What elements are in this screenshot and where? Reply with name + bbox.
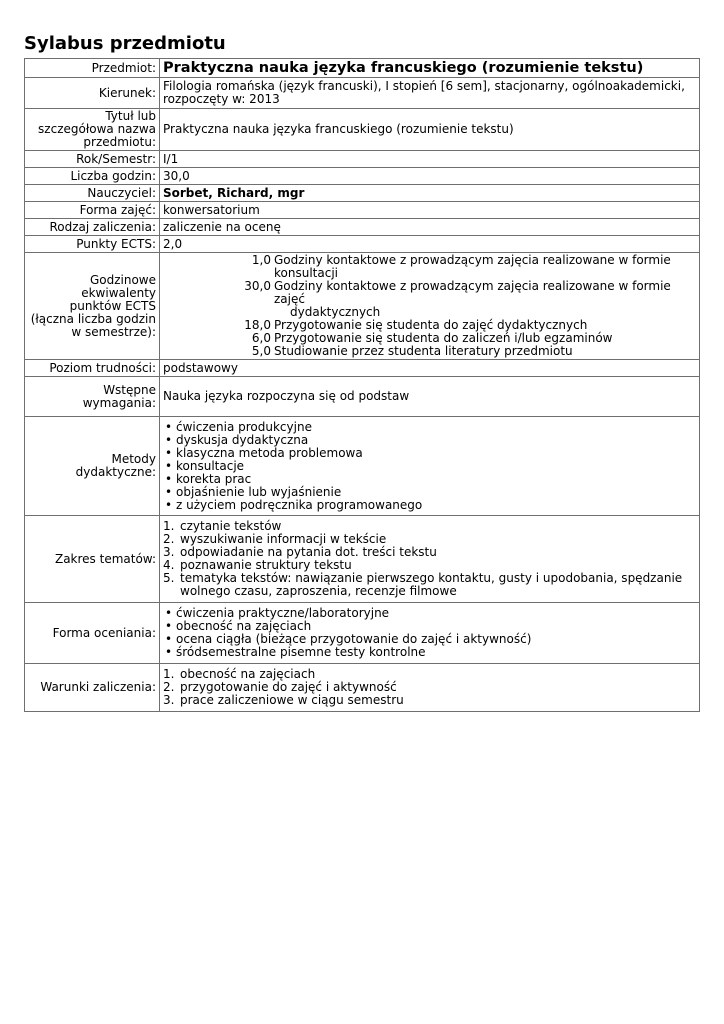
value-wstepne-wymagania: Nauka języka rozpoczyna się od podstaw <box>160 377 700 417</box>
ects-item-text-continuation: dydaktycznych <box>290 305 381 319</box>
ects-item-hours: 5,0 <box>251 344 271 358</box>
ects-item <box>163 254 696 280</box>
list-item <box>163 694 696 707</box>
row-kierunek <box>25 78 700 109</box>
value-forma-zajec: konwersatorium <box>160 202 700 219</box>
value-liczba-godzin: 30,0 <box>160 168 700 185</box>
list-item: • objaśnienie lub wyjaśnienie <box>163 486 696 499</box>
row-rok-semestr <box>25 151 700 168</box>
label-nauczyciel: Nauczyciel: <box>25 185 160 202</box>
label-poziom-trudnosci: Poziom trudności: <box>25 360 160 377</box>
list-item-number: 5. <box>163 571 175 585</box>
ects-item-text: Godziny kontaktowe z prowadzącym zajęcia realizowane w formie konsultacji <box>274 253 671 280</box>
list-item <box>163 572 696 598</box>
label-wstepne-wymagania: Wstępne wymagania: <box>25 377 160 417</box>
numbered-list <box>163 668 696 707</box>
row-nauczyciel <box>25 185 700 202</box>
label-przedmiot: Przedmiot: <box>25 59 160 78</box>
list-item-text: tematyka tekstów: nawiązanie pierwszego kontaktu, gusty i upodobania, spędzanie wolnego czasu, zaproszenia, recenzje filmowe <box>180 571 683 598</box>
ects-item-text: Przygotowanie się studenta do zaliczeń i/lub egzaminów <box>274 331 613 345</box>
list-item: • ćwiczenia produkcyjne <box>163 421 696 434</box>
page-title: Sylabus przedmiotu <box>24 33 226 54</box>
label-rok-semestr: Rok/Semestr: <box>25 151 160 168</box>
label-punkty-ects: Punkty ECTS: <box>25 236 160 253</box>
row-metody-dydaktyczne <box>25 417 700 516</box>
value-przedmiot: Praktyczna nauka języka francuskiego (rozumienie tekstu) <box>160 59 700 78</box>
list-item-text: wyszukiwanie informacji w tekście <box>180 532 387 546</box>
row-punkty-ects <box>25 236 700 253</box>
value-rok-semestr: I/1 <box>160 151 700 168</box>
list-item-number: 2. <box>163 532 175 546</box>
list-item-text: poznawanie struktury tekstu <box>180 558 352 572</box>
row-rodzaj-zaliczenia <box>25 219 700 236</box>
list-item: • obecność na zajęciach <box>163 620 696 633</box>
label-liczba-godzin: Liczba godzin: <box>25 168 160 185</box>
label-rodzaj-zaliczenia: Rodzaj zaliczenia: <box>25 219 160 236</box>
label-tytul: Tytuł lub szczegółowa nazwa przedmiotu: <box>25 109 160 151</box>
list-item-number: 2. <box>163 680 175 694</box>
ects-item-hours: 6,0 <box>251 331 271 345</box>
label-zakres-tematow: Zakres tematów: <box>25 516 160 603</box>
list-item-number: 4. <box>163 558 175 572</box>
value-nauczyciel: Sorbet, Richard, mgr <box>160 185 700 202</box>
ects-item <box>163 280 696 319</box>
list-item: • konsultacje <box>163 460 696 473</box>
list-item-number: 3. <box>163 545 175 559</box>
bullet-list <box>163 421 696 512</box>
value-poziom-trudnosci: podstawowy <box>160 360 700 377</box>
row-liczba-godzin <box>25 168 700 185</box>
row-godzinowe-ekwiwalenty <box>25 253 700 360</box>
value-forma-oceniania <box>160 603 700 664</box>
label-godzinowe-ekwiwalenty: Godzinowe ekwiwalenty punktów ECTS (łączna liczba godzin w semestrze): <box>25 253 160 360</box>
ects-item <box>163 345 696 358</box>
value-tytul: Praktyczna nauka języka francuskiego (rozumienie tekstu) <box>160 109 700 151</box>
list-item: • śródsemestralne pisemne testy kontrolne <box>163 646 696 659</box>
ects-item-hours: 18,0 <box>244 318 271 332</box>
row-zakres-tematow <box>25 516 700 603</box>
value-metody-dydaktyczne <box>160 417 700 516</box>
list-item: • ćwiczenia praktyczne/laboratoryjne <box>163 607 696 620</box>
list-item-text: przygotowanie do zajęć i aktywność <box>180 680 397 694</box>
value-punkty-ects: 2,0 <box>160 236 700 253</box>
list-item-text: odpowiadanie na pytania dot. treści tekstu <box>180 545 437 559</box>
row-wstepne-wymagania <box>25 377 700 417</box>
label-metody-dydaktyczne: Metody dydaktyczne: <box>25 417 160 516</box>
label-kierunek: Kierunek: <box>25 78 160 109</box>
syllabus-table <box>24 58 700 712</box>
list-item: • ocena ciągła (bieżące przygotowanie do zajęć i aktywność) <box>163 633 696 646</box>
value-godzinowe-ekwiwalenty <box>160 253 700 360</box>
label-forma-zajec: Forma zajęć: <box>25 202 160 219</box>
list-item: • dyskusja dydaktyczna <box>163 434 696 447</box>
ects-item-hours: 30,0 <box>244 279 271 293</box>
row-forma-oceniania <box>25 603 700 664</box>
ects-item-text-line: Godziny kontaktowe z prowadzącym zajęcia realizowane w formie zajęć <box>274 279 671 306</box>
numbered-list <box>163 520 696 598</box>
list-item: • korekta prac <box>163 473 696 486</box>
ects-item-text: Przygotowanie się studenta do zajęć dydaktycznych <box>274 318 588 332</box>
list-item-number: 1. <box>163 667 175 681</box>
value-kierunek: Filologia romańska (język francuski), I stopień [6 sem], stacjonarny, ogólnoakademicki, rozpoczęty w: 2013 <box>160 78 700 109</box>
list-item-number: 3. <box>163 693 175 707</box>
list-item: • z użyciem podręcznika programowanego <box>163 499 696 512</box>
list-item-number: 1. <box>163 519 175 533</box>
ects-item-text <box>274 280 696 319</box>
row-przedmiot <box>25 59 700 78</box>
bullet-list <box>163 607 696 659</box>
list-item-text: czytanie tekstów <box>180 519 282 533</box>
row-warunki-zaliczenia <box>25 664 700 712</box>
value-warunki-zaliczenia <box>160 664 700 712</box>
list-item-text: prace zaliczeniowe w ciągu semestru <box>180 693 404 707</box>
row-poziom-trudnosci <box>25 360 700 377</box>
value-zakres-tematow <box>160 516 700 603</box>
value-rodzaj-zaliczenia: zaliczenie na ocenę <box>160 219 700 236</box>
row-forma-zajec <box>25 202 700 219</box>
list-item-text: obecność na zajęciach <box>180 667 316 681</box>
row-tytul <box>25 109 700 151</box>
ects-item-text: Studiowanie przez studenta literatury przedmiotu <box>274 344 573 358</box>
label-warunki-zaliczenia: Warunki zaliczenia: <box>25 664 160 712</box>
ects-item-hours: 1,0 <box>251 253 271 267</box>
label-forma-oceniania: Forma oceniania: <box>25 603 160 664</box>
list-item: • klasyczna metoda problemowa <box>163 447 696 460</box>
